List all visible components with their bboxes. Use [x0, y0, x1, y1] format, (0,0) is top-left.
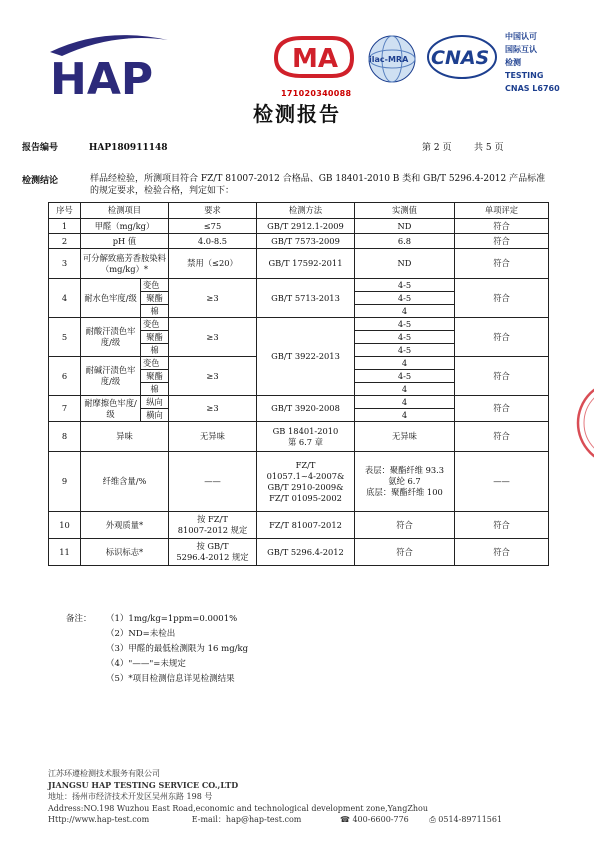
cell-no: 3	[49, 249, 81, 279]
conclusion-text: 样品经检验，所测项目符合 FZ/T 81007-2012 合格品、GB 18401-2010 B 类和 GB/T 5296.4-2012 产品标准的规定要求，检验合格，判定如下：	[90, 174, 546, 196]
cert-line: 检测	[505, 58, 521, 67]
cell-value: 符合	[355, 512, 455, 539]
note-item: （4）"——"=未规定	[106, 659, 186, 669]
page-title: 检测报告	[253, 102, 341, 126]
cell-method: GB/T 3920-2008	[257, 396, 355, 422]
cell-no: 11	[49, 539, 81, 566]
ilac-mra-seal	[364, 34, 420, 84]
cell-verdict: 符合	[455, 318, 549, 357]
cert-line: 国际互认	[505, 45, 537, 54]
company-name-cn: 江苏环遵检测技术服务有限公司	[48, 769, 160, 778]
conclusion-label: 检测结论	[22, 176, 59, 186]
phone-icon: ☎	[339, 815, 350, 824]
report-no: HAP180911148	[88, 143, 168, 153]
header-cell: 单项评定	[455, 203, 549, 219]
table-header-row	[49, 203, 549, 219]
notes-label: 备注：	[66, 614, 92, 624]
page-total: 共 5 页	[474, 143, 504, 153]
table-row	[49, 234, 549, 249]
cell-verdict: 符合	[455, 249, 549, 279]
contact-row	[48, 814, 502, 826]
hap-logo	[44, 30, 174, 102]
note-item: （3）甲醛的最低检测限为 16 mg/kg	[106, 644, 249, 654]
cell-sub: 棉	[141, 305, 169, 318]
table-row	[49, 452, 549, 512]
cell-item: pH 值	[81, 234, 169, 249]
table-row	[49, 422, 549, 452]
cell-value: 4	[355, 409, 455, 422]
cert-line: CNAS L6760	[505, 84, 560, 93]
notes-list	[66, 612, 248, 687]
cell-value: 4-5	[355, 279, 455, 292]
cell-sub: 变色	[141, 357, 169, 370]
cnas-seal	[426, 34, 498, 80]
cell-value: 4-5	[355, 370, 455, 383]
results-table	[48, 202, 549, 566]
table-row	[49, 279, 549, 292]
cell-no: 7	[49, 396, 81, 422]
cell-value: ND	[355, 249, 455, 279]
cell-verdict: 符合	[455, 219, 549, 234]
cell-req: ≥3	[169, 279, 257, 318]
table-row	[49, 539, 549, 566]
cell-method: GB/T 2912.1-2009	[257, 219, 355, 234]
cell-req: 禁用（≤20）	[169, 249, 257, 279]
cell-value: 无异味	[355, 422, 455, 452]
cell-value: 6.8	[355, 234, 455, 249]
cell-sub: 聚酯	[141, 331, 169, 344]
cell-req: 4.0-8.5	[169, 234, 257, 249]
cell-verdict: 符合	[455, 422, 549, 452]
cell-method: GB/T 5296.4-2012	[257, 539, 355, 566]
cell-value: 4-5	[355, 318, 455, 331]
svg-text:ilac-MRA: ilac-MRA	[369, 55, 409, 64]
cell-req: 按 GB/T 5296.4-2012 规定	[169, 539, 257, 566]
cell-method: FZ/T 81007-2012	[257, 512, 355, 539]
table-row	[49, 396, 549, 409]
red-stamp	[574, 378, 594, 468]
cell-item: 标识标志*	[81, 539, 169, 566]
header-cell: 实测值	[355, 203, 455, 219]
note-item: （1）1mg/kg=1ppm=0.0001%	[106, 614, 238, 624]
report-meta	[22, 140, 552, 153]
cell-method: GB/T 3922-2013	[257, 318, 355, 396]
cell-req: ≥3	[169, 318, 257, 357]
cell-verdict: 符合	[455, 396, 549, 422]
table-row	[49, 318, 549, 331]
cell-item: 可分解致癌芳香胺染料 （mg/kg）*	[81, 249, 169, 279]
cell-sub: 棉	[141, 383, 169, 396]
header-cell: 序号	[49, 203, 81, 219]
cell-sub: 变色	[141, 279, 169, 292]
cell-value: 4	[355, 396, 455, 409]
note-item: （2）ND=未检出	[106, 629, 176, 639]
cell-value: 4-5	[355, 344, 455, 357]
cell-no: 8	[49, 422, 81, 452]
cell-no: 2	[49, 234, 81, 249]
svg-text:CNAS: CNAS	[431, 47, 490, 69]
cell-item: 耐水色牢度/级	[81, 279, 141, 318]
cert-line: TESTING	[505, 71, 544, 80]
cell-verdict: 符合	[455, 279, 549, 318]
address-en: Address:NO.198 Wuzhou East Road,economic and technological development zone,YangZhou	[48, 803, 428, 813]
cell-item: 纤维含量/%	[81, 452, 169, 512]
cell-value: 4	[355, 383, 455, 396]
cell-method: GB 18401-2010 第 6.7 章	[257, 422, 355, 452]
footer	[48, 768, 502, 826]
fax-number: 0514-89711561	[438, 815, 503, 824]
cell-item: 耐酸汗渍色牢度/级	[81, 318, 141, 357]
cell-no: 9	[49, 452, 81, 512]
cell-sub: 聚酯	[141, 370, 169, 383]
website-link[interactable]: Http://www.hap-test.com	[48, 815, 150, 824]
cell-value: 4-5	[355, 292, 455, 305]
cell-verdict: 符合	[455, 539, 549, 566]
cell-req: 按 FZ/T 81007-2012 规定	[169, 512, 257, 539]
accreditation-text	[505, 30, 590, 95]
certificate-number: 171020340088	[281, 89, 352, 98]
cell-item: 耐碱汗渍色牢度/级	[81, 357, 141, 396]
cell-value: 4	[355, 305, 455, 318]
cell-value: ND	[355, 219, 455, 234]
table-row	[49, 219, 549, 234]
table-row	[49, 249, 549, 279]
cell-no: 1	[49, 219, 81, 234]
cell-no: 4	[49, 279, 81, 318]
header-cell: 检测方法	[257, 203, 355, 219]
cell-verdict: 符合	[455, 512, 549, 539]
cert-line: 中国认可	[505, 32, 537, 41]
cell-req: 无异味	[169, 422, 257, 452]
table-row	[49, 512, 549, 539]
cell-method: GB/T 5713-2013	[257, 279, 355, 318]
cell-sub: 聚酯	[141, 292, 169, 305]
cell-item: 外观质量*	[81, 512, 169, 539]
cell-sub: 变色	[141, 318, 169, 331]
cell-verdict: 符合	[455, 234, 549, 249]
cell-verdict: 符合	[455, 357, 549, 396]
cell-req: ≥3	[169, 357, 257, 396]
cell-req: ≤75	[169, 219, 257, 234]
header-cell: 要求	[169, 203, 257, 219]
cell-item: 异味	[81, 422, 169, 452]
cell-method: FZ/T 01057.1~4-2007& GB/T 2910-2009& FZ/T 01095-2002	[257, 452, 355, 512]
notes-section	[66, 612, 248, 687]
cell-req: ——	[169, 452, 257, 512]
company-name-en: JIANGSU HAP TESTING SERVICE CO.,LTD	[48, 779, 239, 790]
note-item: （5）*项目检测信息详见检测结果	[106, 674, 235, 684]
report-no-label: 报告编号	[22, 143, 59, 153]
cell-value: 符合	[355, 539, 455, 566]
cell-no: 10	[49, 512, 81, 539]
cell-req: ≥3	[169, 396, 257, 422]
cell-method: GB/T 7573-2009	[257, 234, 355, 249]
page-number: 第 2 页	[422, 143, 452, 153]
cell-sub: 纵向	[141, 396, 169, 409]
cell-no: 5	[49, 318, 81, 357]
cell-value: 4-5	[355, 331, 455, 344]
cell-value: 表层：聚酯纤维 93.3 氨纶 6.7 底层：聚酯纤维 100	[355, 452, 455, 512]
cma-seal	[272, 34, 356, 80]
hap-logo-text: HAP	[50, 54, 154, 102]
phone-number: 400-6600-776	[352, 815, 409, 824]
cell-no: 6	[49, 357, 81, 396]
cell-item: 耐摩擦色牢度/级	[81, 396, 141, 422]
cell-method: GB/T 17592-2011	[257, 249, 355, 279]
address-cn: 地址：扬州市经济技术开发区吴州东路 198 号	[48, 792, 213, 801]
cell-item: 甲醛（mg/kg）	[81, 219, 169, 234]
cell-sub: 棉	[141, 344, 169, 357]
cell-verdict: ——	[455, 452, 549, 512]
header-cell: 检测项目	[81, 203, 169, 219]
svg-text:MA: MA	[292, 44, 338, 74]
cell-sub: 横向	[141, 409, 169, 422]
fax-icon: ⎙	[429, 815, 436, 824]
cell-value: 4	[355, 357, 455, 370]
email-link[interactable]: E-mail：hap@hap-test.com	[191, 815, 302, 824]
